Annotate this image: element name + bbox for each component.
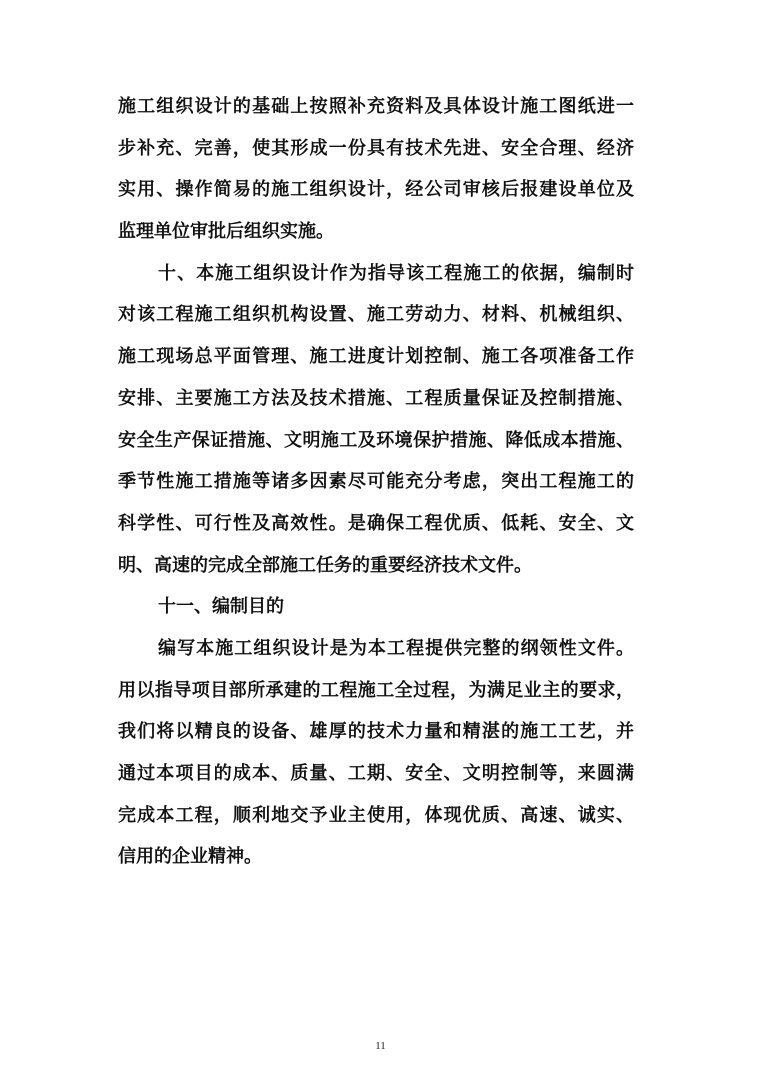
text-line: 步补充、完善，使其形成一份具有技术先进、安全合理、经济 <box>118 137 634 159</box>
text-line: 我们将以精良的设备、雄厚的技术力量和精湛的施工工艺，并 <box>118 721 634 743</box>
text-line: 监理单位审批后组织实施。 <box>118 221 334 243</box>
document-body <box>118 86 634 878</box>
text-line: 实用、操作简易的施工组织设计，经公司审核后报建设单位及 <box>118 179 634 201</box>
text-line: 安全生产保证措施、文明施工及环境保护措施、降低成本措施、 <box>118 429 634 451</box>
text-line: 科学性、可行性及高效性。是确保工程优质、低耗、安全、文 <box>118 512 634 534</box>
text-line: 施工现场总平面管理、施工进度计划控制、施工各项准备工作 <box>118 346 634 368</box>
text-line: 安排、主要施工方法及技术措施、工程质量保证及控制措施、 <box>118 387 634 409</box>
section-heading <box>118 586 634 628</box>
text-line: 十、本施工组织设计作为指导该工程施工的依据，编制时 <box>158 262 634 284</box>
page-number: 11 <box>375 1040 386 1052</box>
text-line: 季节性施工措施等诸多因素尽可能充分考虑，突出工程施工的 <box>118 471 634 493</box>
paragraph-purpose <box>118 628 634 878</box>
text-line: 用以指导项目部所承建的工程施工全过程，为满足业主的要求， <box>118 679 634 701</box>
text-line: 编写本施工组织设计是为本工程提供完整的纲领性文件。 <box>158 637 634 659</box>
paragraph-continuation <box>118 86 634 253</box>
paragraph-item-ten <box>118 253 634 587</box>
text-line: 明、高速的完成全部施工任务的重要经济技术文件。 <box>118 554 532 576</box>
text-line: 对该工程施工组织机构设置、施工劳动力、材料、机械组织、 <box>118 304 634 326</box>
text-line: 施工组织设计的基础上按照补充资料及具体设计施工图纸进一 <box>118 96 634 117</box>
text-line: 信用的企业精神。 <box>118 846 262 868</box>
text-line: 通过本项目的成本、质量、工期、安全、文明控制等，来圆满 <box>118 763 634 784</box>
heading-text: 十一、编制目的 <box>158 596 284 618</box>
text-line: 完成本工程，顺利地交予业主使用，体现优质、高速、诚实、 <box>118 804 634 826</box>
